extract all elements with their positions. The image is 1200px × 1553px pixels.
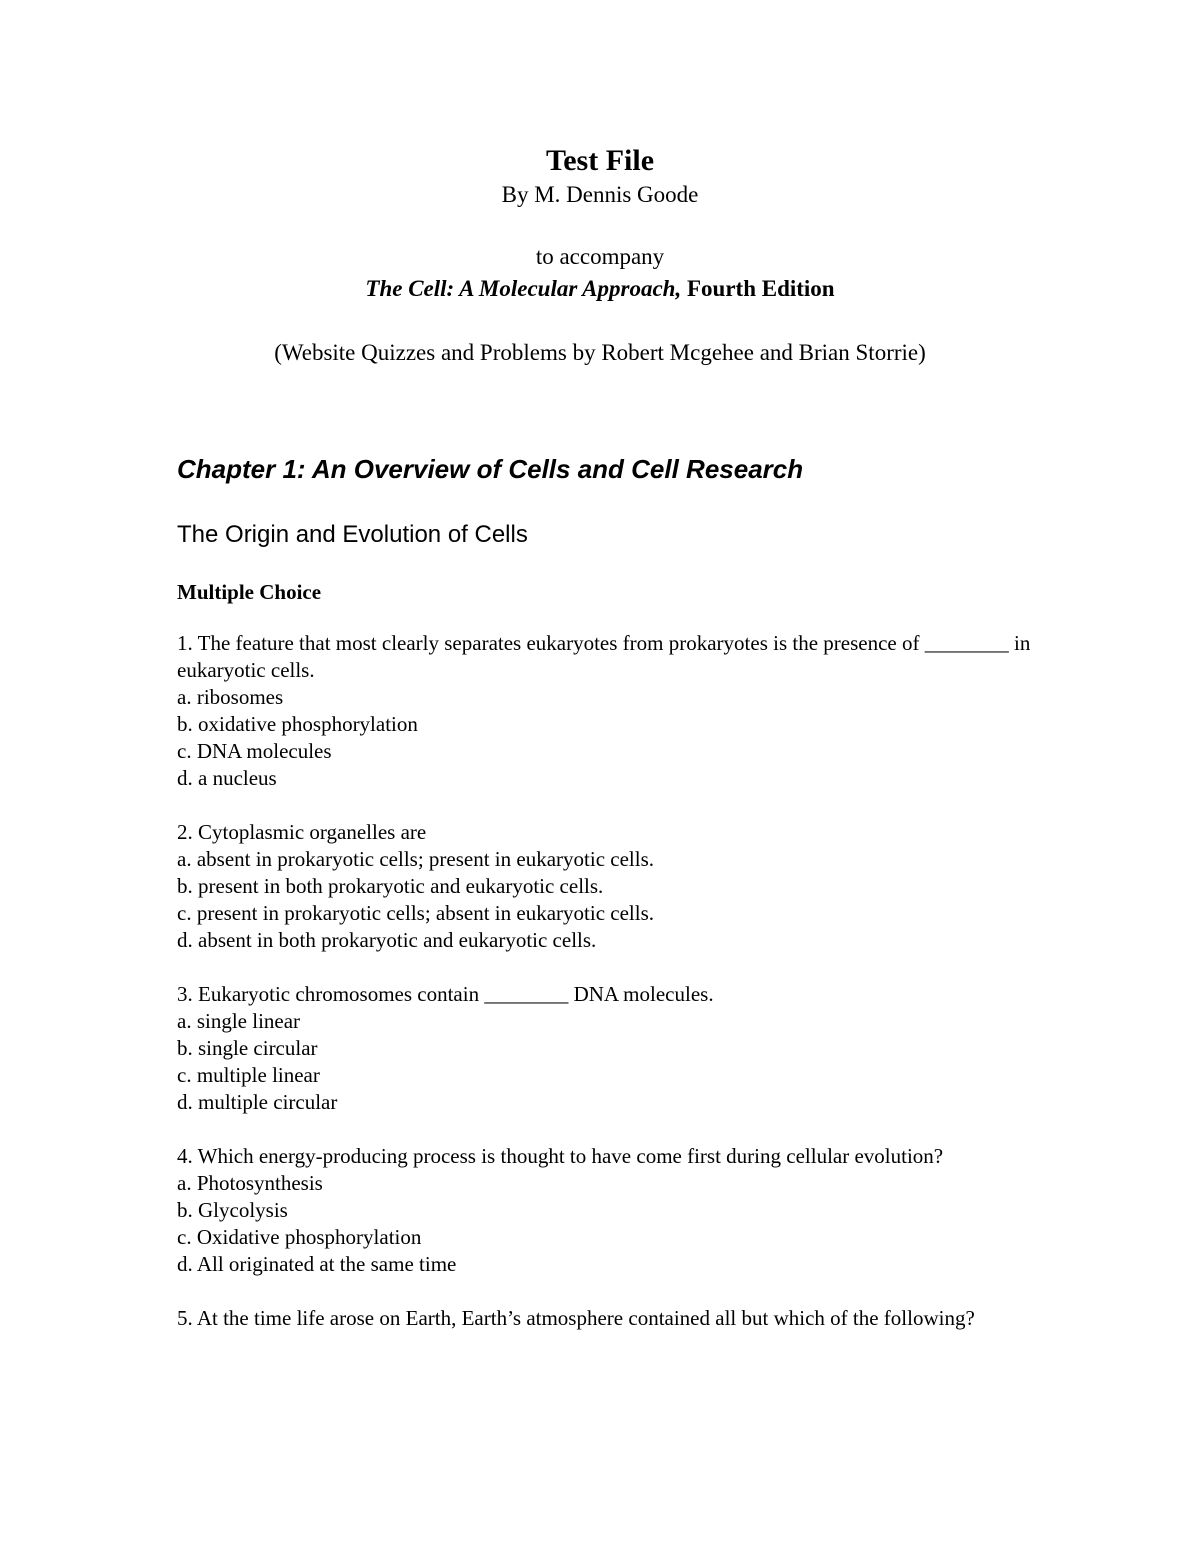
document-title: Test File	[545, 144, 655, 177]
question-item	[177, 1143, 1037, 1278]
question-list	[177, 630, 1037, 1359]
question-item	[177, 819, 1037, 954]
question-item	[177, 630, 1037, 792]
book-title-line	[0, 274, 1200, 304]
question-item	[177, 1305, 1037, 1332]
question-stem: 1. The feature that most clearly separates eukaryotes from prokaryotes is the presence of ________ in eukaryotic cells.	[177, 631, 1036, 682]
question-item	[177, 981, 1037, 1116]
author-line: By M. Dennis Goode	[501, 182, 699, 207]
answer-option: c. multiple linear	[177, 1063, 320, 1087]
question-stem: 5. At the time life arose on Earth, Earth’s atmosphere contained all but which of the following?	[177, 1306, 975, 1330]
answer-option: c. DNA molecules	[177, 739, 332, 763]
answer-option: a. absent in prokaryotic cells; present in eukaryotic cells.	[177, 847, 655, 871]
answer-option: a. ribosomes	[177, 685, 284, 709]
answer-option: d. All originated at the same time	[177, 1252, 457, 1276]
answer-option: b. oxidative phosphorylation	[177, 712, 418, 736]
answer-option: b. single circular	[177, 1036, 318, 1060]
answer-option: c. present in prokaryotic cells; absent in eukaryotic cells.	[177, 901, 655, 925]
answer-option: c. Oxidative phosphorylation	[177, 1225, 422, 1249]
answer-option: d. absent in both prokaryotic and eukaryotic cells.	[177, 928, 597, 952]
credits-line: (Website Quizzes and Problems by Robert Mcgehee and Brian Storrie)	[274, 340, 926, 365]
answer-option: b. present in both prokaryotic and eukaryotic cells.	[177, 874, 604, 898]
answer-option: d. a nucleus	[177, 766, 277, 790]
section-heading: The Origin and Evolution of Cells	[177, 521, 528, 548]
question-stem: 2. Cytoplasmic organelles are	[177, 820, 427, 844]
question-stem: 4. Which energy-producing process is thought to have come first during cellular evolution?	[177, 1144, 944, 1168]
accompany-line: to accompany	[535, 244, 665, 269]
question-stem: 3. Eukaryotic chromosomes contain ________ DNA molecules.	[177, 982, 714, 1006]
chapter-heading: Chapter 1: An Overview of Cells and Cell Research	[177, 454, 804, 484]
answer-option: a. single linear	[177, 1009, 301, 1033]
subsection-heading: Multiple Choice	[177, 580, 322, 604]
answer-option: b. Glycolysis	[177, 1198, 288, 1222]
book-title: The Cell: A Molecular Approach,	[365, 276, 682, 301]
answer-option: d. multiple circular	[177, 1090, 338, 1114]
book-edition: Fourth Edition	[686, 276, 835, 301]
answer-option: a. Photosynthesis	[177, 1171, 323, 1195]
